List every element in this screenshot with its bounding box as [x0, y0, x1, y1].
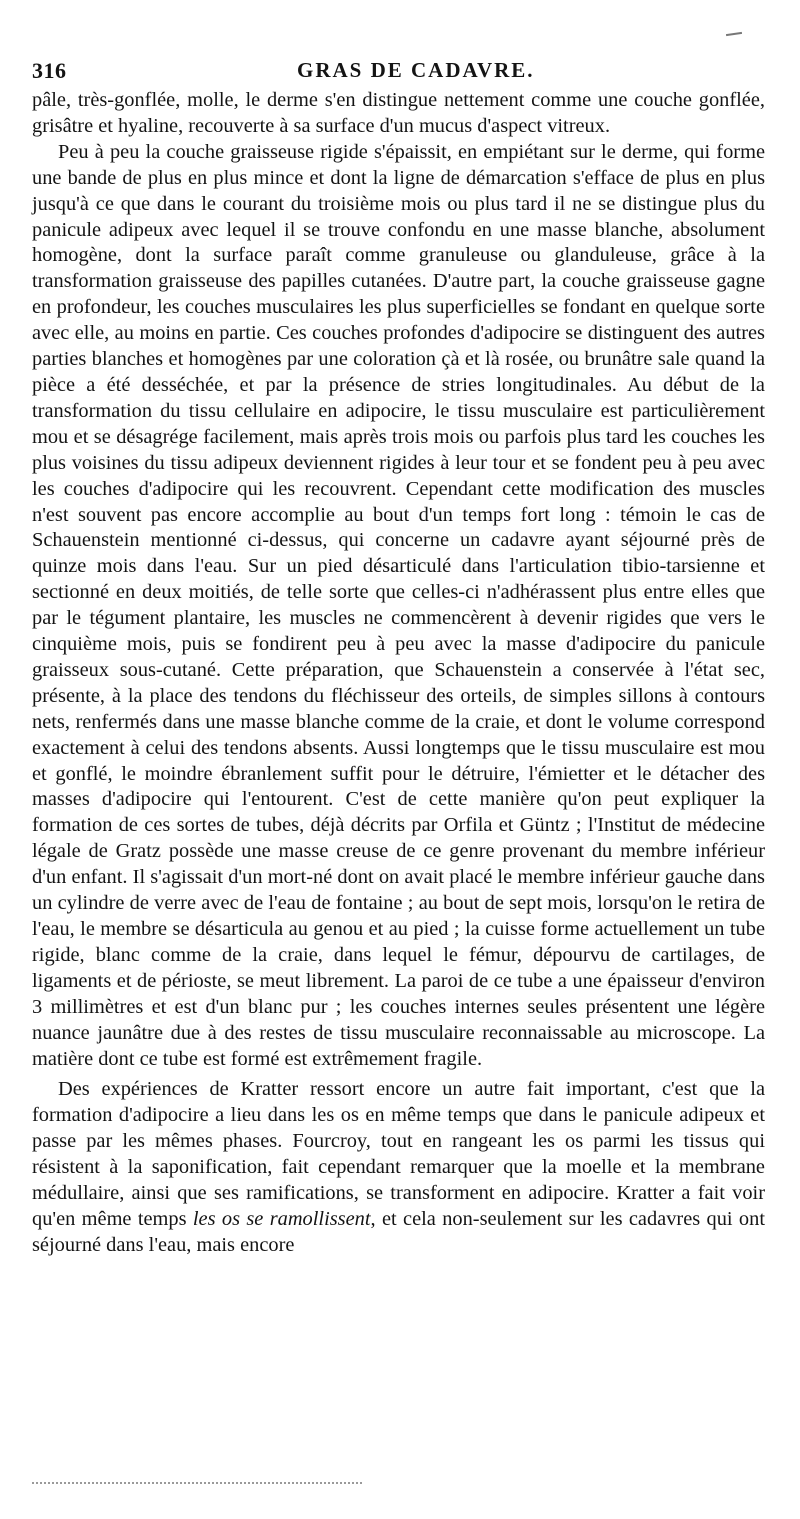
paragraph-adipocire-muscles: Peu à peu la couche graisseuse rigide s'épaissit, en empiétant sur le derme, qui forme une bande de plus en plus mince et dont la ligne de démarcation s'efface de plus en plus jusqu'à ce que dans le courant du troisième mois ou plus tard il ne se distingue plus du panicule adipeux avec lequel il se trouve confondu en une masse blanche, absolument homogène, dont la surface paraît comme granuleuse ou glanduleuse, grâce à la transformation graisseuse des papilles cutanées. D'autre part, la couche graisseuse gagne en profondeur, les couches musculaires les plus superficielles se fondant en quelque sorte avec elle, au moins en partie. Ces couches profondes d'adipocire se distinguent des autres parties blanches et homogènes par une coloration çà et là rosée, ou brunâtre sale quand la pièce a été desséchée, et par la présence de stries longitudinales. Au début de la transformation du tissu cellulaire en adipocire, le tissu musculaire est particulièrement mou et se désagrége facilement, mais après trois mois ou parfois plus tard les couches les plus voisines du tissu adipeux deviennent rigides à leur tour et se fondent peu à peu avec les couches d'adipocire qui les recouvrent. Cependant cette modification des muscles n'est souvent pas encore accomplie au bout d'un temps fort long : témoin le cas de Schauenstein mentionné ci-dessus, qui concerne un cadavre ayant séjourné près de quinze mois dans l'eau. Sur un pied désarticulé dans l'articulation tibio-tarsienne et sectionné en deux moitiés, de telle sorte que celles-ci n'adhérassent plus entre elles que par le tégument plantaire, les muscles ne commencèrent à devenir rigides que vers le cinquième mois, puis se fondirent peu à peu avec la masse d'adipocire du panicule graisseux sous-cutané. Cette préparation, que Schauenstein a conservée à l'état sec, présente, à la place des tendons du fléchisseur des orteils, de simples sillons à contours nets, renfermés dans une masse blanche comme de la craie, et dont le volume correspond exactement à celui des tendons absents. Aussi longtemps que le tissu musculaire est mou et gonflé, le moindre ébranlement suffit pour le détruire, l'émietter et le détacher des masses d'adipocire qui l'entourent. C'est de cette manière qu'on peut expliquer la formation de ces sortes de tubes, déjà décrits par Orfila et Güntz ; l'Institut de médecine légale de Gratz possède une masse creuse de ce genre provenant du membre inférieur d'un enfant. Il s'agissait d'un mort-né dont on avait placé le membre inférieur gauche dans un cylindre de verre avec de l'eau de fontaine ; au bout de sept mois, lorsqu'on le retira de l'eau, le membre se désarticula au genou et au pied ; la cuisse forme actuellement un tube rigide, blanc comme de la craie, dans lequel le fémur, dépourvu de cartilages, de ligaments et de périoste, se meut librement. La paroi de ce tube a une épaisseur d'environ 3 millimètres et est d'un blanc pur ; les couches internes seules présentent une légère nuance jaunâtre due à des restes de tissu musculaire reconnaissable au microscope. La matière dont ce tube est formé est extrêmement fragile.	[32, 140, 765, 1070]
running-head: GRAS DE CADAVRE.	[297, 58, 535, 82]
paragraph-kratter-bones	[32, 1077, 765, 1258]
paragraph-continued: pâle, très-gonflée, molle, le derme s'en distingue nettement comme une couche gonflée, grisâtre et hyaline, recouverte à sa surface d'un mucus d'aspect vitreux.	[32, 89, 765, 137]
paragraph-kratter-start: Des expériences de Kratter ressort encore un autre fait important, c'est que la formation d'adipocire a lieu dans les os en même temps que dans le panicule adipeux et passe par les mêmes phases. Fourcroy, tout en rangeant les os parmi les tissus qui résistent à la saponification, fait cependant remarquer que la moelle et la membrane médullaire, ainsi que ses ramifications, se transforment en adipocire. Kratter a fait voir qu'en même temps	[32, 1078, 765, 1230]
page-corner-mark	[726, 32, 742, 36]
paragraph-kratter-end: , et cela non-seulement sur les cadavres qui ont séjourné dans l'eau, mais encore	[32, 1207, 765, 1256]
page-header	[32, 58, 768, 88]
body-text	[32, 88, 765, 1259]
italic-phrase: les os se ramollissent	[192, 1207, 371, 1230]
footer-scan-line	[32, 1482, 362, 1486]
page-number: 316	[32, 58, 67, 83]
